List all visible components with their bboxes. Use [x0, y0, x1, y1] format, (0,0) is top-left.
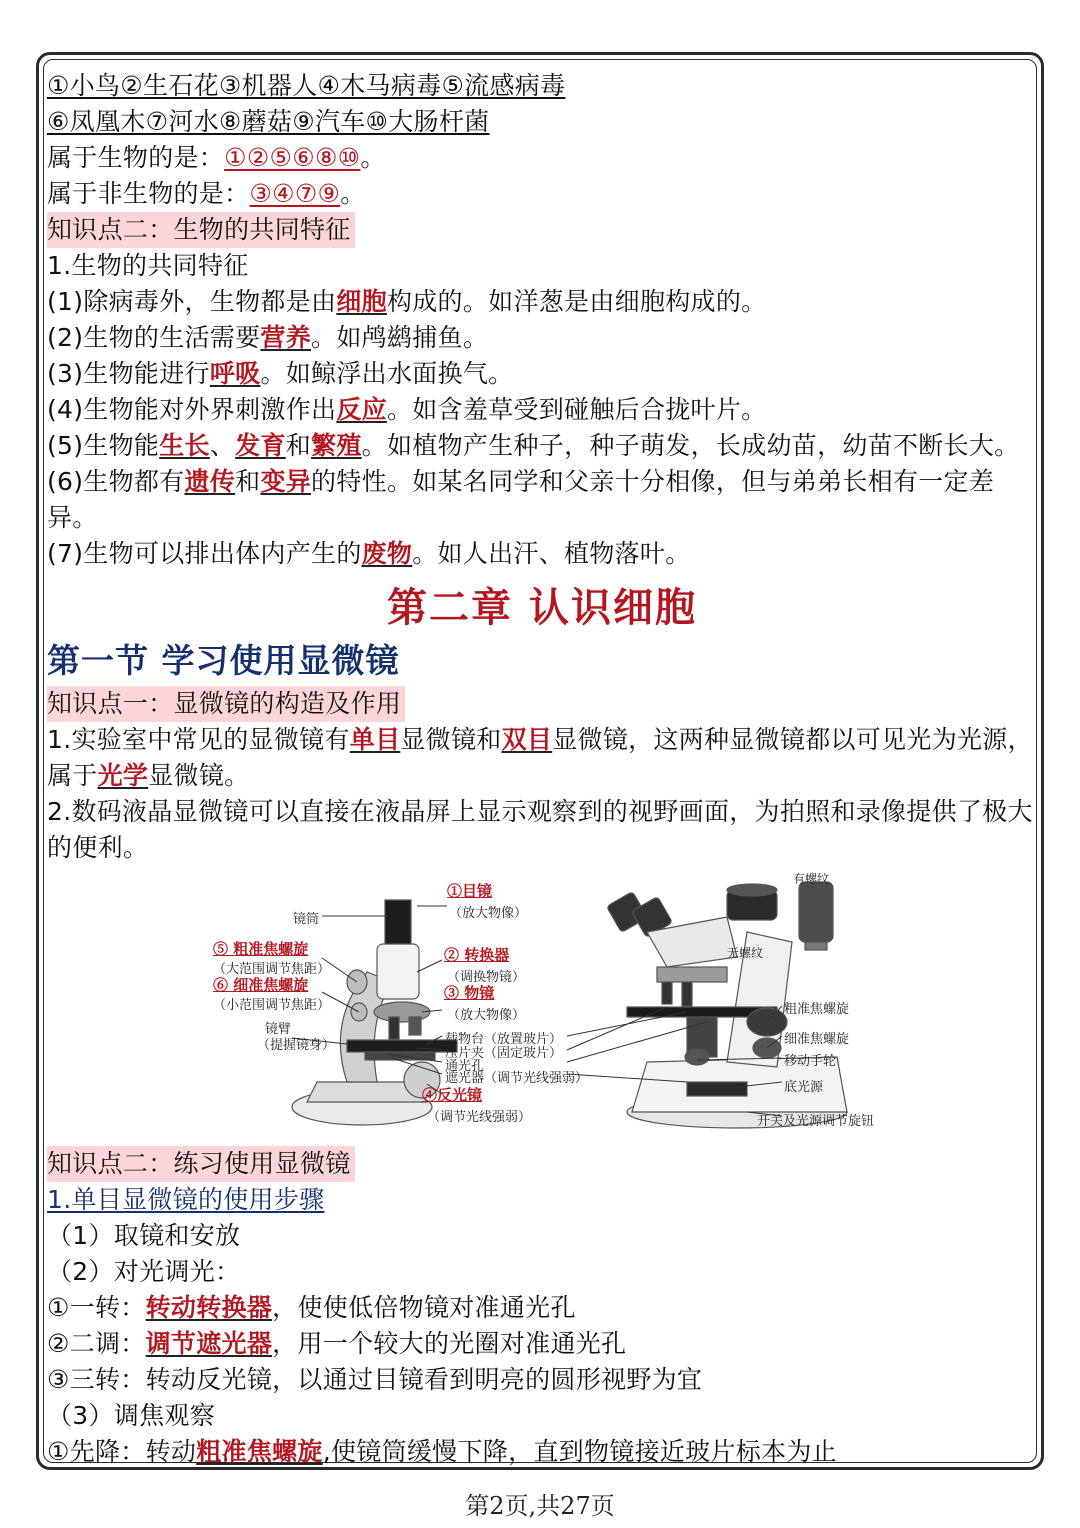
microscope-figure — [47, 872, 1037, 1142]
step-2-1: ①一转：转动转换器，使使低倍物镜对准通光孔 — [47, 1293, 576, 1322]
trait-5: (5)生物能生长、发育和繁殖。如植物产生种子，种子萌发，长成幼苗，幼苗不断长大。 — [47, 431, 1020, 460]
label-arm-fn: （提握镜身） — [257, 1038, 336, 1053]
label-fine: ⑥ 细准焦螺旋 — [213, 976, 309, 994]
label-r-wheel: 移动手轮 — [784, 1054, 837, 1069]
step-2-3: ③三转：转动反光镜，以通过目镜看到明亮的圆形视野为宜 — [47, 1365, 703, 1394]
chapter-title: 第二章 认识细胞 — [387, 585, 697, 631]
label-hole: 通光孔 — [445, 1059, 485, 1074]
step-2-2: ②二调：调节遮光器，用一个较大的光圈对准通光孔 — [47, 1329, 627, 1358]
label-objective: ③ 物镜 — [444, 984, 495, 1002]
trait-4: (4)生物能对外界刺激作出反应。如含羞草受到碰触后合拢叶片。 — [47, 395, 767, 424]
label-nosepiece: ② 转换器 — [444, 946, 510, 964]
label-threaded: 有螺纹 — [793, 872, 830, 886]
nonliving-answer: 属于非生物的是：③④⑦⑨。 — [47, 179, 366, 208]
step-2: （2）对光调光： — [47, 1257, 241, 1286]
label-r-switch: 开关及光源调节旋钮 — [757, 1114, 875, 1129]
example-list-2: ⑥凤凰木⑦河水⑧蘑菇⑨汽车⑩大肠杆菌 — [47, 107, 490, 136]
label-unthreaded: 无螺纹 — [727, 946, 764, 960]
microscope-types: 1.实验室中常见的显微镜有单目显微镜和双目显微镜，这两种显微镜都以可见光为光源，属于光学显微镜。 — [47, 725, 1033, 790]
label-eyepiece: ①目镜 — [447, 882, 493, 900]
label-r-light: 底光源 — [784, 1080, 824, 1095]
label-coarse: ⑤ 粗准焦螺旋 — [213, 940, 309, 958]
label-r-fine: 细准焦螺旋 — [784, 1032, 850, 1047]
label-mirror: ④反光镜 — [422, 1086, 483, 1104]
label-mirror-fn: （调节光线强弱） — [427, 1110, 532, 1125]
label-fine-fn: （小范围调节焦距） — [213, 998, 331, 1013]
label-r-coarse: 粗准焦螺旋 — [784, 1002, 850, 1017]
trait-1: (1)除病毒外，生物都是由细胞构成的。如洋葱是由细胞构成的。 — [47, 287, 767, 316]
steps-title: 1.单目显微镜的使用步骤 — [47, 1185, 325, 1214]
step-1: （1）取镜和安放 — [47, 1221, 241, 1250]
label-coarse-fn: （大范围调节焦距） — [213, 962, 331, 977]
label-arm: 镜臂 — [265, 1022, 292, 1037]
page-content — [47, 68, 1037, 1470]
living-answer: 属于生物的是：①②⑤⑥⑧⑩。 — [47, 143, 386, 172]
common-traits-title: 1.生物的共同特征 — [47, 251, 249, 280]
label-objective-fn: （放大物像） — [447, 1008, 526, 1023]
label-eyepiece-fn: （放大物像） — [449, 906, 528, 921]
microscope-illustration — [47, 872, 1037, 1142]
label-diaphragm: 遮光器（调节光线强弱） — [445, 1071, 589, 1086]
example-list-1: ①小鸟②生石花③机器人④木马病毒⑤流感病毒 — [47, 71, 566, 100]
trait-6: (6)生物都有遗传和变异的特性。如某名同学和父亲十分相像，但与弟弟长相有一定差异。 — [47, 467, 995, 532]
step-3: （3）调焦观察 — [47, 1401, 216, 1430]
step-3-1: ①先降：转动粗准焦螺旋,使镜筒缓慢下降，直到物镜接近玻片标本为止 — [47, 1437, 837, 1466]
page-number: 第2页,共27页 — [465, 1492, 615, 1520]
knowledge-point-2-heading: 知识点二：生物的共同特征 — [47, 212, 1037, 248]
trait-2: (2)生物的生活需要营养。如鸬鹚捕鱼。 — [47, 323, 489, 352]
label-clip: 压片夹（固定玻片） — [445, 1046, 563, 1061]
label-nosepiece-fn: （调换物镜） — [447, 970, 526, 985]
section-title: 第一节 学习使用显微镜 — [47, 641, 400, 680]
digital-microscope: 2.数码液晶显微镜可以直接在液晶屏上显示观察到的视野画面，为拍照和录像提供了极大的便利。 — [47, 797, 1033, 862]
label-stage: 载物台（放置玻片） — [445, 1032, 563, 1047]
knowledge-point-1-heading: 知识点一：显微镜的构造及作用 — [47, 686, 1037, 722]
label-tube: 镜筒 — [293, 912, 320, 927]
trait-7: (7)生物可以排出体内产生的废物。如人出汗、植物落叶。 — [47, 539, 691, 568]
knowledge-point-2b-heading: 知识点二：练习使用显微镜 — [47, 1146, 1037, 1182]
trait-3: (3)生物能进行呼吸。如鲸浮出水面换气。 — [47, 359, 514, 388]
